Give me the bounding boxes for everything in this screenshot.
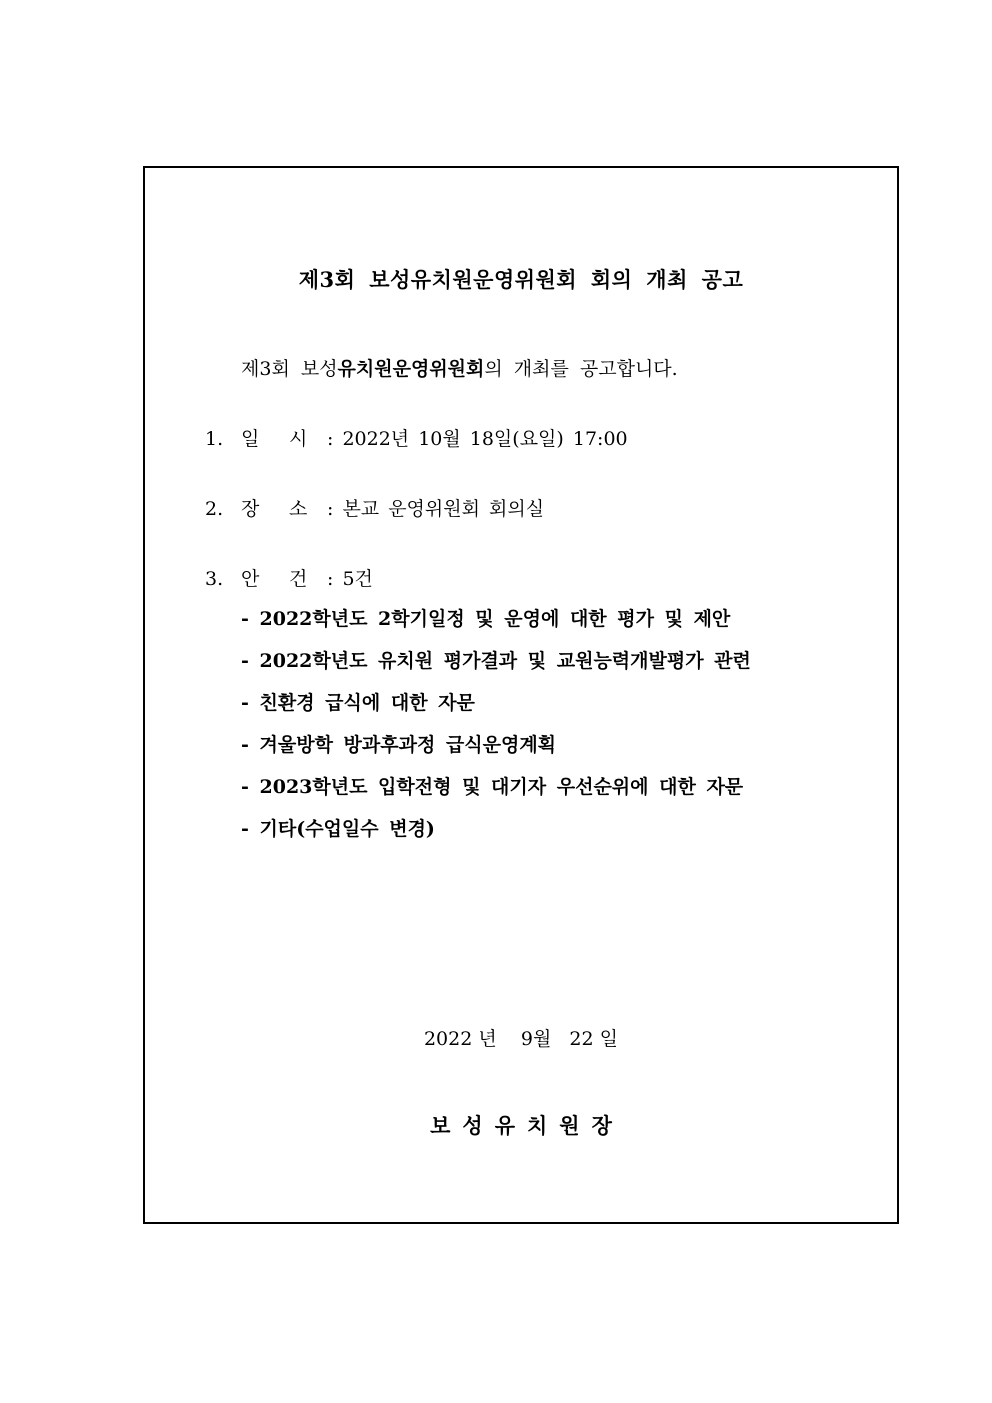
item-agenda bbox=[205, 564, 373, 591]
item-label-char: 시 bbox=[289, 428, 308, 450]
agenda-item: - 2022학년도 유치원 평가결과 및 교원능력개발평가 관련 bbox=[241, 650, 751, 672]
item-label-char: 장 bbox=[241, 498, 260, 520]
agenda-item: - 2023학년도 입학전형 및 대기자 우선순위에 대한 자문 bbox=[241, 776, 744, 798]
agenda-item: - 겨울방학 방과후과정 급식운영계획 bbox=[241, 734, 557, 756]
signer-name: 보성유치원장 bbox=[430, 1113, 624, 1138]
intro-suffix: 의 개최를 공고합니다. bbox=[484, 358, 678, 380]
item-label-char: 일 bbox=[241, 428, 260, 450]
item-label-char: 건 bbox=[289, 568, 308, 590]
notice-intro bbox=[241, 354, 678, 381]
item-label-char: 소 bbox=[289, 498, 308, 520]
item-number: 2. bbox=[205, 498, 224, 520]
notice-date: 2022 년 9월 22 일 bbox=[423, 1028, 619, 1050]
item-label bbox=[241, 564, 327, 591]
notice-frame bbox=[143, 166, 899, 1224]
item-value: : 2022년 10월 18일(요일) 17:00 bbox=[327, 428, 628, 450]
agenda-list bbox=[241, 598, 751, 850]
item-number: 3. bbox=[205, 568, 224, 590]
intro-prefix: 제3회 보성 bbox=[241, 358, 338, 380]
item-label-char: 안 bbox=[241, 568, 260, 590]
item-value: : 본교 운영위원회 회의실 bbox=[327, 498, 545, 520]
item-place bbox=[205, 494, 544, 521]
intro-committee: 유치원운영위원회 bbox=[337, 358, 485, 380]
item-datetime bbox=[205, 424, 628, 451]
item-number: 1. bbox=[205, 428, 224, 450]
agenda-item: - 기타(수업일수 변경) bbox=[241, 818, 435, 840]
item-value: : 5건 bbox=[327, 568, 373, 590]
agenda-item: - 친환경 급식에 대한 자문 bbox=[241, 692, 475, 714]
agenda-item: - 2022학년도 2학기일정 및 운영에 대한 평가 및 제안 bbox=[241, 608, 731, 630]
notice-title: 제3회 보성유치원운영위원회 회의 개최 공고 bbox=[298, 267, 744, 292]
item-label bbox=[241, 424, 327, 451]
item-label bbox=[241, 494, 327, 521]
